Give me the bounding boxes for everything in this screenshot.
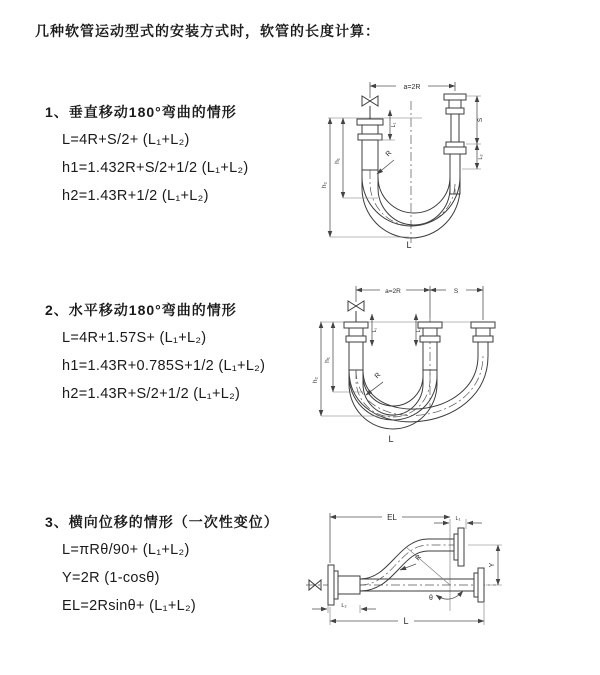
dim-span bbox=[370, 82, 455, 98]
dim-label-h1: h₁ bbox=[334, 158, 341, 164]
dim-theta bbox=[429, 591, 463, 602]
dim-label-h2: h₂ bbox=[312, 376, 319, 384]
hose-offset-position bbox=[360, 539, 454, 591]
dim-label-radius: R bbox=[384, 149, 394, 159]
dim-label-el: EL bbox=[387, 513, 397, 522]
dim-label-h2: h₂ bbox=[321, 181, 328, 189]
right-flange-lower bbox=[444, 142, 466, 154]
dim-label-h1: h₁ bbox=[324, 357, 331, 363]
dim-label-l1: L₁ bbox=[372, 327, 378, 333]
section2-formula-h1: h1=1.43R+0.785S+1/2 (L₁+L₂) bbox=[62, 358, 266, 374]
section3-formula-EL: EL=2Rsinθ+ (L₁+L₂) bbox=[62, 598, 197, 614]
section2-formula-h2: h2=1.43R+S/2+1/2 (L₁+L₂) bbox=[62, 386, 241, 402]
diagram-horizontal-180-bend bbox=[308, 276, 593, 461]
dim-label-l2: L₂ bbox=[478, 154, 484, 160]
dim-l1 bbox=[372, 314, 378, 346]
dim-label-y: Y bbox=[489, 562, 496, 568]
dim-label-l1: L₁ bbox=[455, 516, 461, 522]
dim-label-length: L bbox=[403, 616, 409, 626]
dim-label-length: L bbox=[406, 240, 412, 250]
dim-l1 bbox=[434, 516, 482, 529]
section1-heading: 1、垂直移动180°弯曲的情形 bbox=[45, 104, 237, 120]
left-flange bbox=[357, 119, 383, 140]
dim-label-l2: L₂ bbox=[341, 603, 347, 609]
dim-span bbox=[356, 286, 483, 320]
dim-label-span: a=2R bbox=[403, 84, 421, 91]
dim-label-stroke: S bbox=[453, 288, 459, 295]
section2-heading: 2、水平移动180°弯曲的情形 bbox=[45, 302, 237, 318]
upper-right-flange bbox=[454, 528, 464, 566]
dim-label-stroke: S bbox=[477, 117, 484, 123]
diagram-lateral-offset bbox=[298, 503, 598, 648]
dim-label-theta: θ bbox=[429, 595, 433, 602]
dim-l2 bbox=[312, 603, 376, 613]
dim-label-l2: L₂ bbox=[416, 327, 422, 333]
dim-label-length: L bbox=[388, 434, 394, 444]
right-flange-upper bbox=[444, 94, 466, 114]
radius-callout bbox=[400, 554, 423, 570]
braided-hose-left bbox=[362, 140, 378, 170]
section3-formula-L: L=πRθ/90+ (L₁+L₂) bbox=[62, 542, 190, 558]
right-flange bbox=[471, 322, 495, 356]
section2-formula-L: L=4R+1.57S+ (L₁+L₂) bbox=[62, 330, 207, 346]
page-title: 几种软管运动型式的安装方式时，软管的长度计算： bbox=[35, 23, 380, 39]
dim-label-radius: R bbox=[414, 553, 424, 563]
section1-formula-h1: h1=1.432R+S/2+1/2 (L₁+L₂) bbox=[62, 160, 249, 176]
dim-label-l1: L₁ bbox=[391, 122, 397, 128]
braided-hose-left bbox=[349, 342, 363, 370]
diagram-vertical-180-bend bbox=[310, 73, 595, 253]
radius-callout bbox=[377, 150, 394, 174]
dim-label-radius: R bbox=[373, 371, 383, 381]
lower-right-flange bbox=[474, 568, 484, 602]
section1-formula-h2: h2=1.43R+1/2 (L₁+L₂) bbox=[62, 188, 209, 204]
radius-callout bbox=[366, 372, 383, 395]
left-flange bbox=[344, 322, 368, 342]
section3-heading: 3、横向位移的情形（一次性变位） bbox=[45, 514, 279, 530]
section3-formula-Y: Y=2R (1-cosθ) bbox=[62, 570, 160, 586]
dim-label-span: a=2R bbox=[385, 288, 401, 295]
left-flange bbox=[328, 565, 360, 605]
dim-length bbox=[330, 603, 484, 626]
right-pipe bbox=[451, 114, 459, 142]
section1-formula-L: L=4R+S/2+ (L₁+L₂) bbox=[62, 132, 190, 148]
valve-icon bbox=[348, 301, 364, 322]
dim-stroke bbox=[462, 96, 484, 169]
valve-icon bbox=[362, 96, 378, 119]
